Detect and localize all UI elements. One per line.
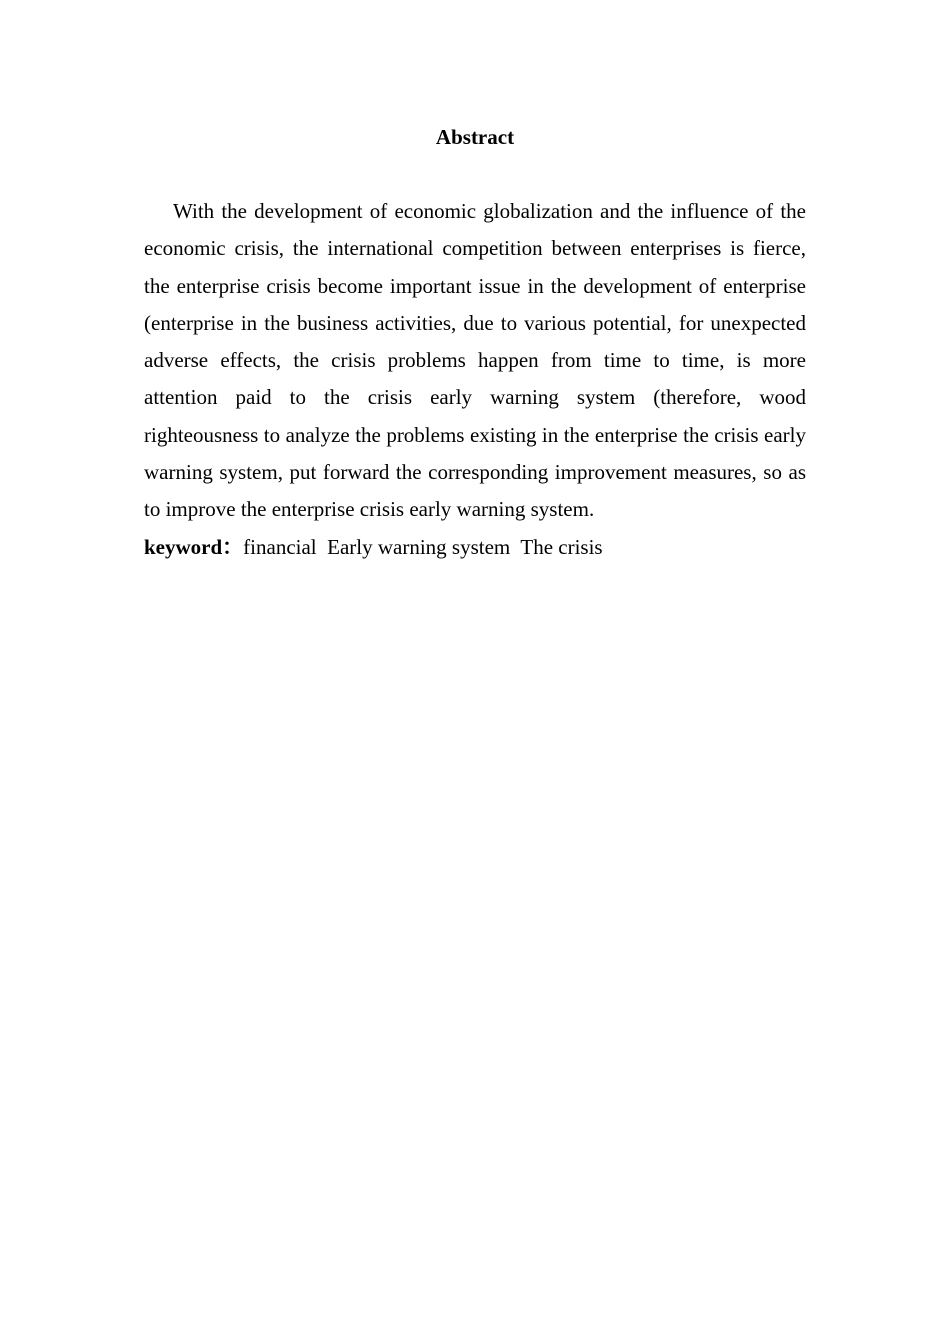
abstract-heading: Abstract [435,125,515,149]
keywords-line [144,529,806,566]
keywords-text: financial Early warning system The crisis [243,535,603,559]
keywords-label: keyword： [144,535,244,559]
abstract-paragraph: With the development of economic globalization and the influence of the economic crisis, the international competition between enterprises is fierce, the enterprise crisis become important issue in the development of enterprise (enterprise in the business activities, due to various potential, for unexpected adverse effects, the crisis problems happen from time to time, is more attention paid to the crisis early warning system (therefore, wood righteousness to analyze the problems existing in the enterprise the crisis early warning system, put forward the corresponding improvement measures, so as to improve the enterprise crisis early warning system. [144,199,806,522]
